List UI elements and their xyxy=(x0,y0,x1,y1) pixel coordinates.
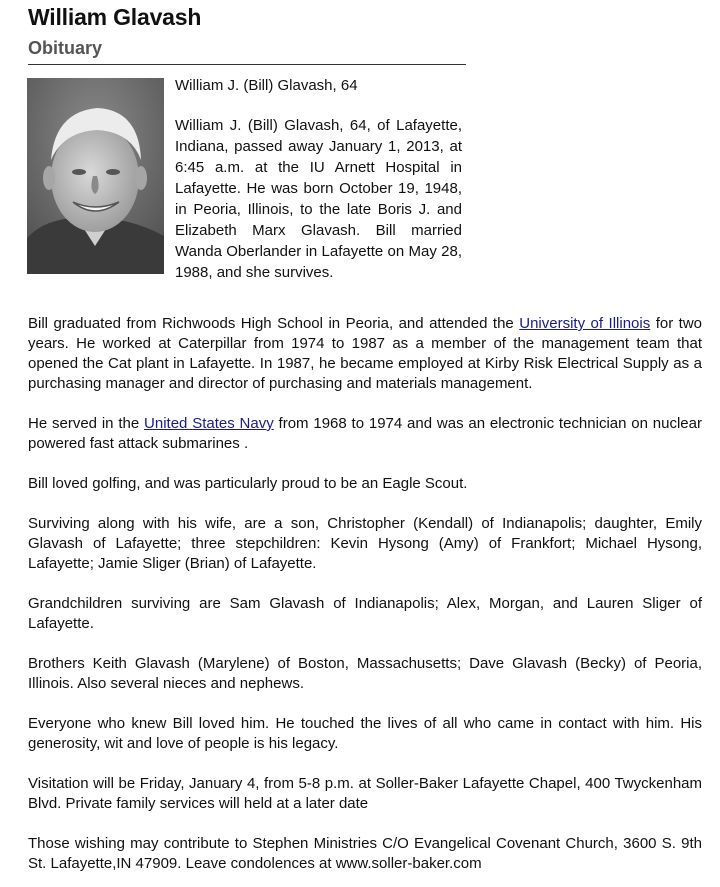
navy-text-after: from 1968 to 1974 and was an electronic technician on nuclear powered fast attack submarines . xyxy=(28,415,702,452)
education-text-before: Bill graduated from Richwoods High School in Peoria, and attended the xyxy=(28,315,520,332)
legacy-paragraph: Everyone who knew Bill loved him. He touched the lives of all who came in contact with him. His generosity, wit and love of people is his legacy. xyxy=(28,715,702,752)
portrait-icon xyxy=(27,78,164,274)
visitation-paragraph: Visitation will be Friday, January 4, from 5-8 p.m. at Soller-Baker Lafayette Chapel, 400 Twyckenham Blvd. Private family services will held at a later date xyxy=(28,775,702,812)
photo-caption: William J. (Bill) Glavash, 64 xyxy=(175,77,358,94)
brothers-paragraph: Brothers Keith Glavash (Marylene) of Boston, Massachusetts; Dave Glavash (Becky) of Peoria, Illinois. Also several nieces and nephews. xyxy=(28,655,702,692)
obituary-body xyxy=(28,314,702,874)
navy-paragraph xyxy=(28,414,702,454)
page-subtitle: Obituary xyxy=(28,38,103,58)
hobbies-paragraph: Bill loved golfing, and was particularly proud to be an Eagle Scout. xyxy=(28,475,468,492)
grandchildren-paragraph: Grandchildren surviving are Sam Glavash of Indianapolis; Alex, Morgan, and Lauren Sliger of Lafayette. xyxy=(28,595,702,632)
page-title: William Glavash xyxy=(28,4,202,30)
contributions-paragraph: Those wishing may contribute to Stephen Ministries C/O Evangelical Covenant Church, 3600 S. 9th St. Lafayette,IN 47909. Leave condolences at www.soller-baker.com xyxy=(28,835,702,872)
surviving-paragraph: Surviving along with his wife, are a son, Christopher (Kendall) of Indianapolis; daughter, Emily Glavash of Lafayette; three stepchildren: Kevin Hysong (Amy) of Frankfort; Michael Hysong, Lafayette; Jamie Sliger (Brian) of Lafayette. xyxy=(28,515,702,572)
education-paragraph xyxy=(28,314,702,394)
navy-text-before: He served in the xyxy=(28,415,145,432)
intro-paragraph: William J. (Bill) Glavash, 64, of Lafayette, Indiana, passed away January 1, 2013, at 6:45 a.m. at the IU Arnett Hospital in Lafayette. He was born October 19, 1948, in Peoria, Illinois, to the late Boris J. and Elizabeth Marx Glavash. Bill married Wanda Oberlander in Lafayette on May 28, 1988, and she survives. xyxy=(175,117,462,281)
portrait-photo xyxy=(27,78,164,274)
university-of-illinois-link[interactable]: University of Illinois xyxy=(519,315,651,332)
header-divider xyxy=(28,64,466,65)
united-states-navy-link[interactable]: United States Navy xyxy=(144,415,274,432)
education-text-after: for two years. He worked at Caterpillar from 1974 to 1987 as a member of the management team that opened the Cat plant in Lafayette. In 1987, he became employed at Kirby Risk Electrical Supply as a purchasing manager and director of purchasing and materials management. xyxy=(28,315,703,392)
